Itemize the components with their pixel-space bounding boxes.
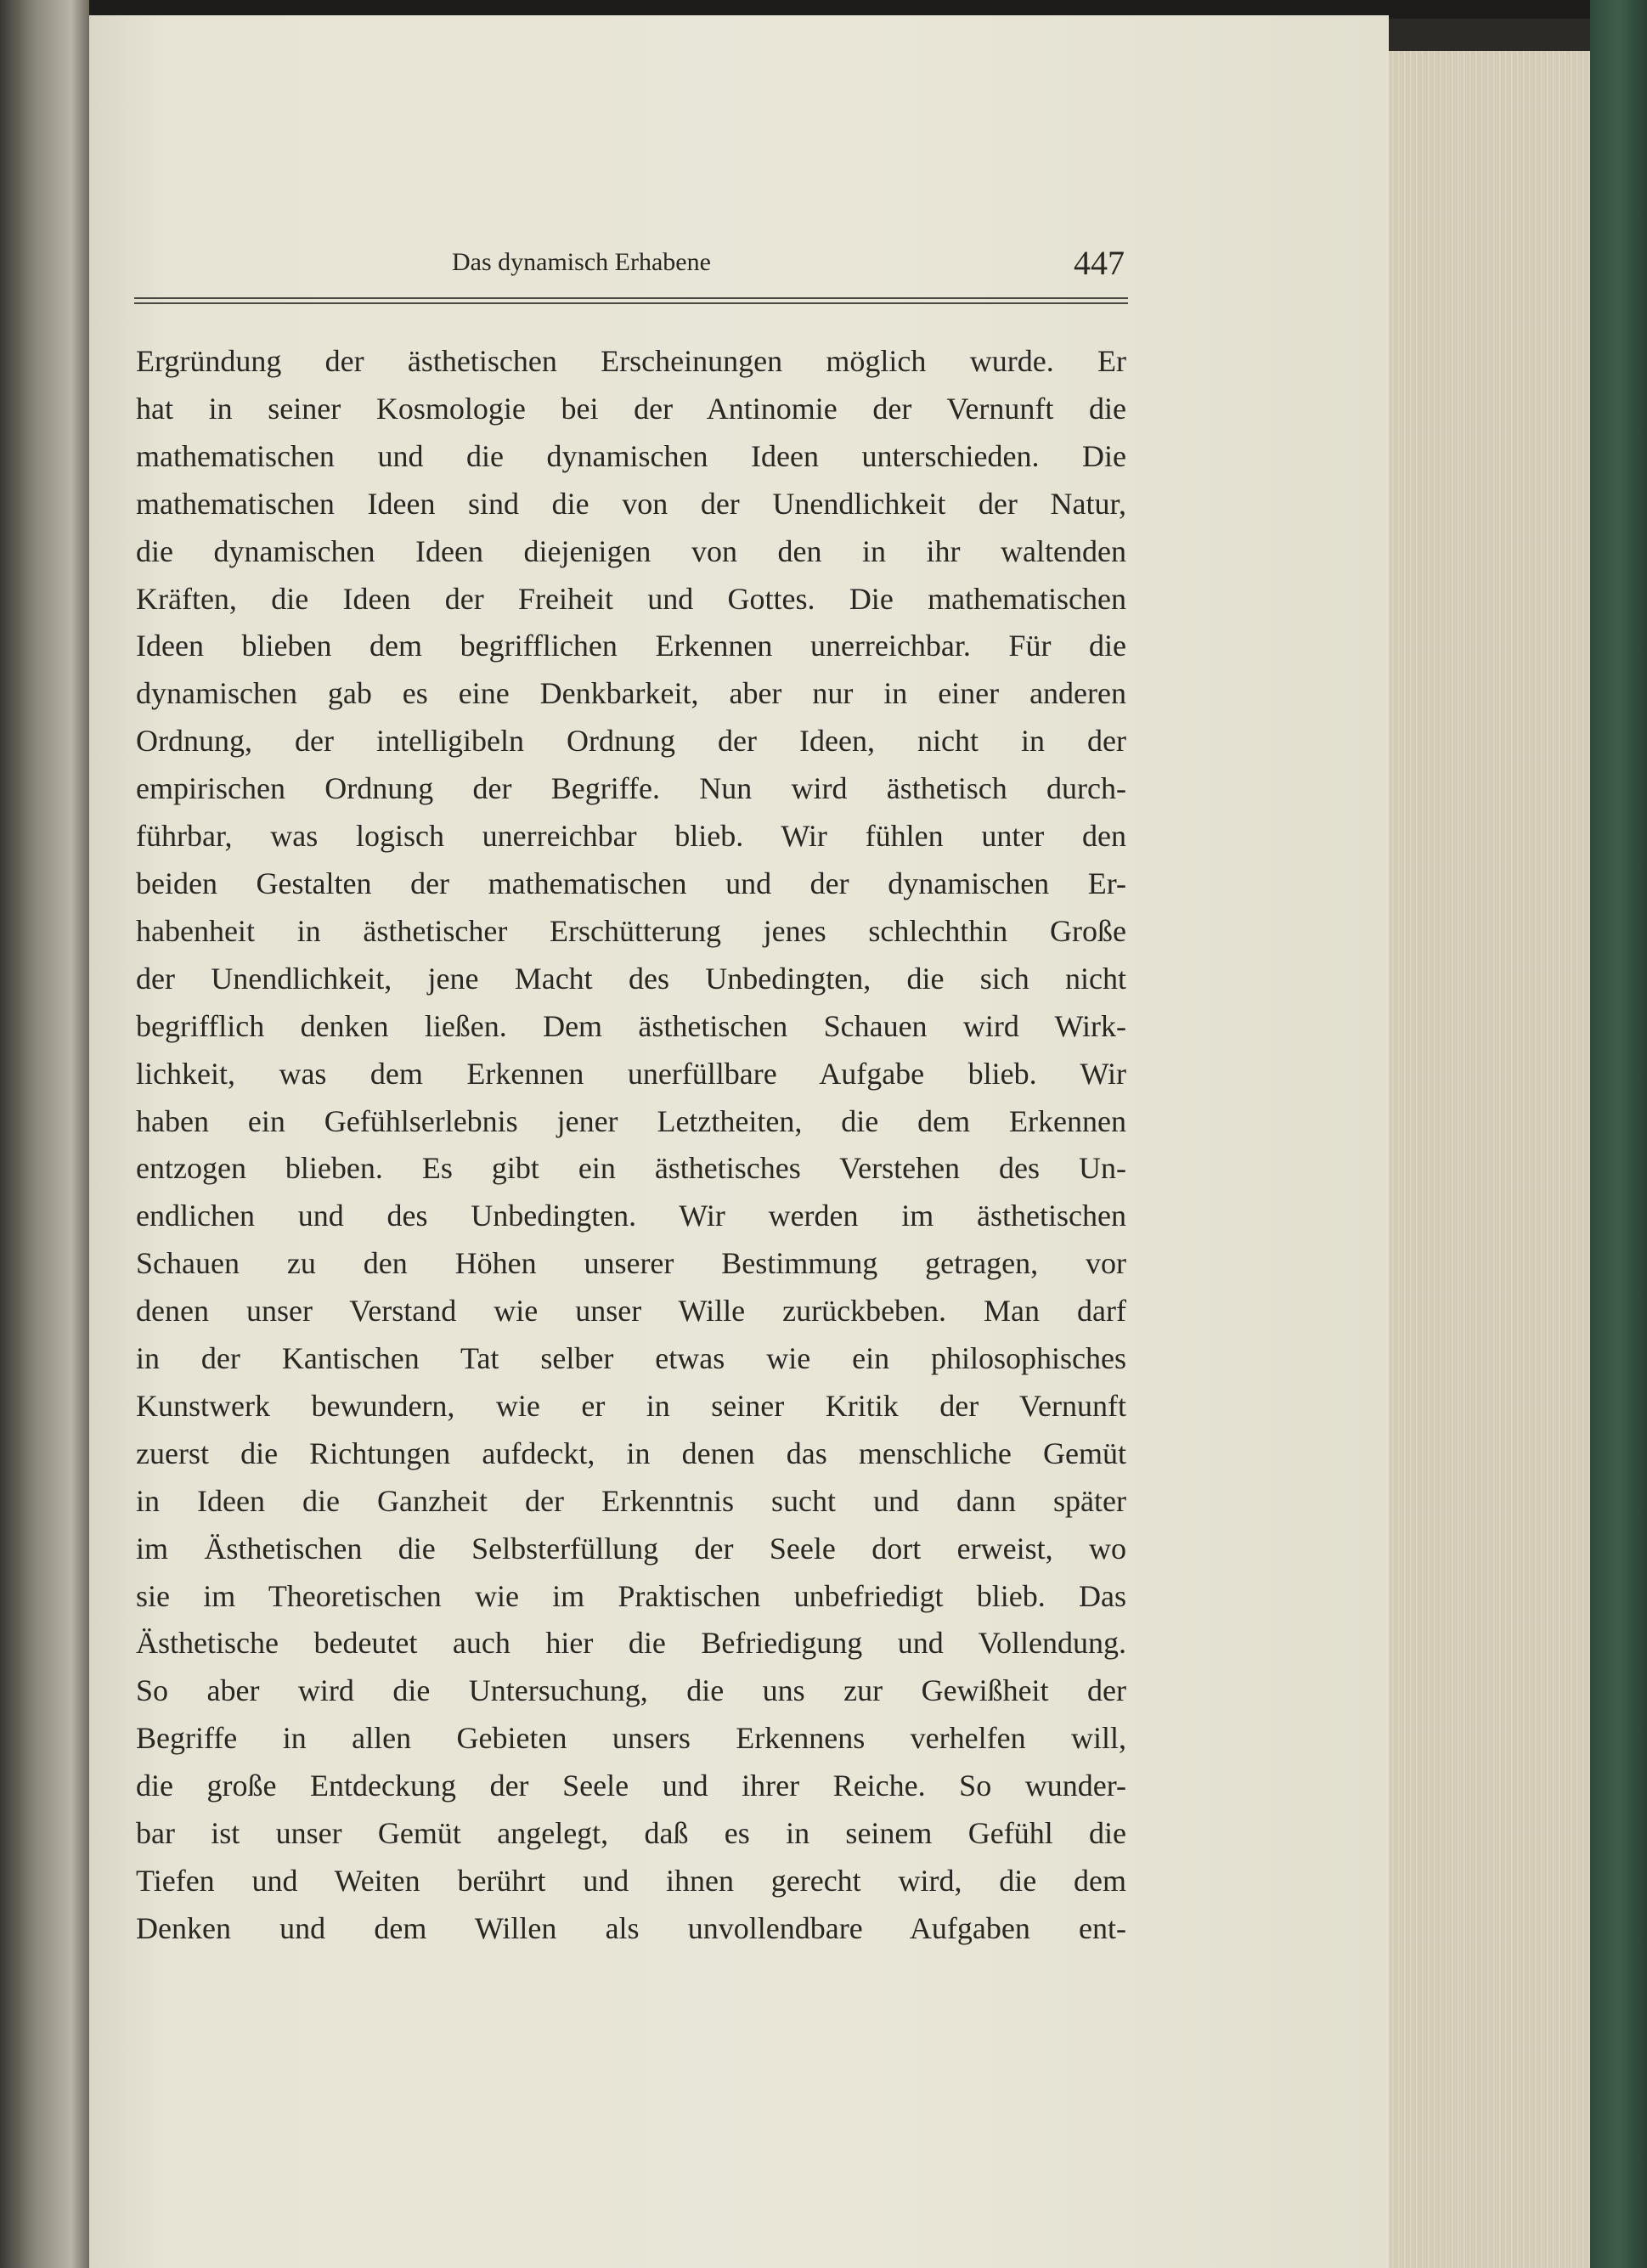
text-line (136, 338, 1126, 386)
text-line-content: haben ein Gefühlserlebnis jener Letztheiten, die dem Erkennen (136, 1103, 1126, 1138)
previous-page-edge (0, 0, 89, 2268)
text-line-content: Ergründung der ästhetischen Erscheinungen möglich wurde. Er (136, 344, 1126, 378)
text-line-content: Begriffe in allen Gebieten unsers Erkennens verhelfen will, (136, 1721, 1126, 1756)
text-line-content: bar ist unser Gemüt angelegt, daß es in seinem Gefühl die (136, 1816, 1126, 1851)
text-line-content: Ästhetische bedeutet auch hier die Befriedigung und Vollendung. (136, 1626, 1126, 1661)
page-header (138, 244, 1125, 291)
text-line-content: Schauen zu den Höhen unserer Bestimmung getragen, vor (136, 1246, 1126, 1281)
text-line-content: Kunstwerk bewundern, wie er in seiner Kritik der Vernunft (136, 1388, 1126, 1423)
text-line (136, 1288, 1126, 1335)
text-line (136, 1003, 1126, 1051)
text-line-content: So aber wird die Untersuchung, die uns zur Gewißheit der (136, 1673, 1126, 1708)
book-cover (1590, 0, 1647, 2268)
page-number: 447 (1074, 244, 1125, 282)
text-line-content: der Unendlichkeit, jene Macht des Unbedingten, die sich nicht (136, 961, 1126, 996)
text-line (136, 1858, 1126, 1905)
text-line-content: Ideen blieben dem begrifflichen Erkennen unerreichbar. Für die (136, 629, 1126, 663)
text-line-content: die große Entdeckung der Seele und ihrer Reiche. So wunder- (136, 1769, 1126, 1803)
text-line-content: empirischen Ordnung der Begriffe. Nun wird ästhetisch durch- (136, 771, 1126, 806)
text-line (136, 670, 1126, 718)
text-line (136, 1193, 1126, 1240)
text-line (136, 1240, 1126, 1288)
text-line (136, 1667, 1126, 1715)
text-line-content: Kräften, die Ideen der Freiheit und Gottes. Die mathematischen (136, 581, 1126, 616)
header-rule-top (134, 297, 1128, 299)
text-line (136, 1335, 1126, 1383)
header-rule-bottom (134, 302, 1128, 304)
running-title: Das dynamisch Erhabene (452, 248, 711, 276)
text-line-content: sie im Theoretischen wie im Praktischen unbefriedigt blieb. Das (136, 1578, 1126, 1613)
text-line (136, 1810, 1126, 1858)
text-line-content: Denken und dem Willen als unvollendbare Aufgaben ent- (136, 1910, 1126, 1945)
text-line (136, 1620, 1126, 1667)
text-line-content: habenheit in ästhetischer Erschütterung jenes schlechthin Große (136, 913, 1126, 948)
text-line (136, 860, 1126, 908)
text-line-content: denen unser Verstand wie unser Wille zurückbeben. Man darf (136, 1294, 1126, 1329)
text-line-content: die dynamischen Ideen diejenigen von den in ihr waltenden (136, 533, 1126, 568)
text-line-content: begrifflich denken ließen. Dem ästhetischen Schauen wird Wirk- (136, 1008, 1126, 1043)
text-line-content: mathematischen Ideen sind die von der Unendlichkeit der Natur, (136, 486, 1126, 521)
text-line-content: führbar, was logisch unerreichbar blieb. Wir fühlen unter den (136, 819, 1126, 854)
text-line-content: in Ideen die Ganzheit der Erkenntnis sucht und dann später (136, 1483, 1126, 1518)
text-line (136, 1430, 1126, 1478)
text-line-content: entzogen blieben. Es gibt ein ästhetisches Verstehen des Un- (136, 1151, 1126, 1186)
text-line (136, 1526, 1126, 1573)
text-line-content: in der Kantischen Tat selber etwas wie ein philosophisches (136, 1341, 1126, 1376)
text-line (136, 908, 1126, 956)
text-line-content: dynamischen gab es eine Denkbarkeit, aber nur in einer anderen (136, 676, 1126, 711)
text-line (136, 1905, 1126, 1953)
text-line (136, 1763, 1126, 1810)
text-line (136, 386, 1126, 433)
text-line (136, 433, 1126, 481)
text-line (136, 813, 1126, 860)
text-line (136, 1098, 1126, 1146)
text-line (136, 528, 1126, 576)
text-line (136, 1051, 1126, 1098)
text-line-content: im Ästhetischen die Selbsterfüllung der Seele dort erweist, wo (136, 1531, 1126, 1566)
text-line (136, 1715, 1126, 1763)
text-line (136, 718, 1126, 765)
text-line-content: Tiefen und Weiten berührt und ihnen gerecht wird, die dem (136, 1864, 1126, 1898)
text-line (136, 1383, 1126, 1430)
text-line-content: beiden Gestalten der mathematischen und der dynamischen Er- (136, 866, 1126, 900)
text-line (136, 1573, 1126, 1621)
text-line (136, 1145, 1126, 1193)
text-line-content: lichkeit, was dem Erkennen unerfüllbare Aufgabe blieb. Wir (136, 1056, 1126, 1091)
text-line (136, 481, 1126, 528)
text-line-content: Ordnung, der intelligibeln Ordnung der Ideen, nicht in der (136, 724, 1126, 759)
page-stack-edges (1389, 51, 1590, 2268)
text-line-content: mathematischen und die dynamischen Ideen unterschieden. Die (136, 438, 1126, 473)
text-line (136, 576, 1126, 623)
text-line-content: endlichen und des Unbedingten. Wir werden im ästhetischen (136, 1199, 1126, 1233)
text-line (136, 956, 1126, 1003)
text-line (136, 1478, 1126, 1526)
body-text (136, 338, 1126, 1953)
text-line (136, 623, 1126, 670)
text-line-content: zuerst die Richtungen aufdeckt, in denen das menschliche Gemüt (136, 1436, 1126, 1470)
text-line (136, 765, 1126, 813)
text-line-content: hat in seiner Kosmologie bei der Antinomie der Vernunft die (136, 391, 1126, 426)
